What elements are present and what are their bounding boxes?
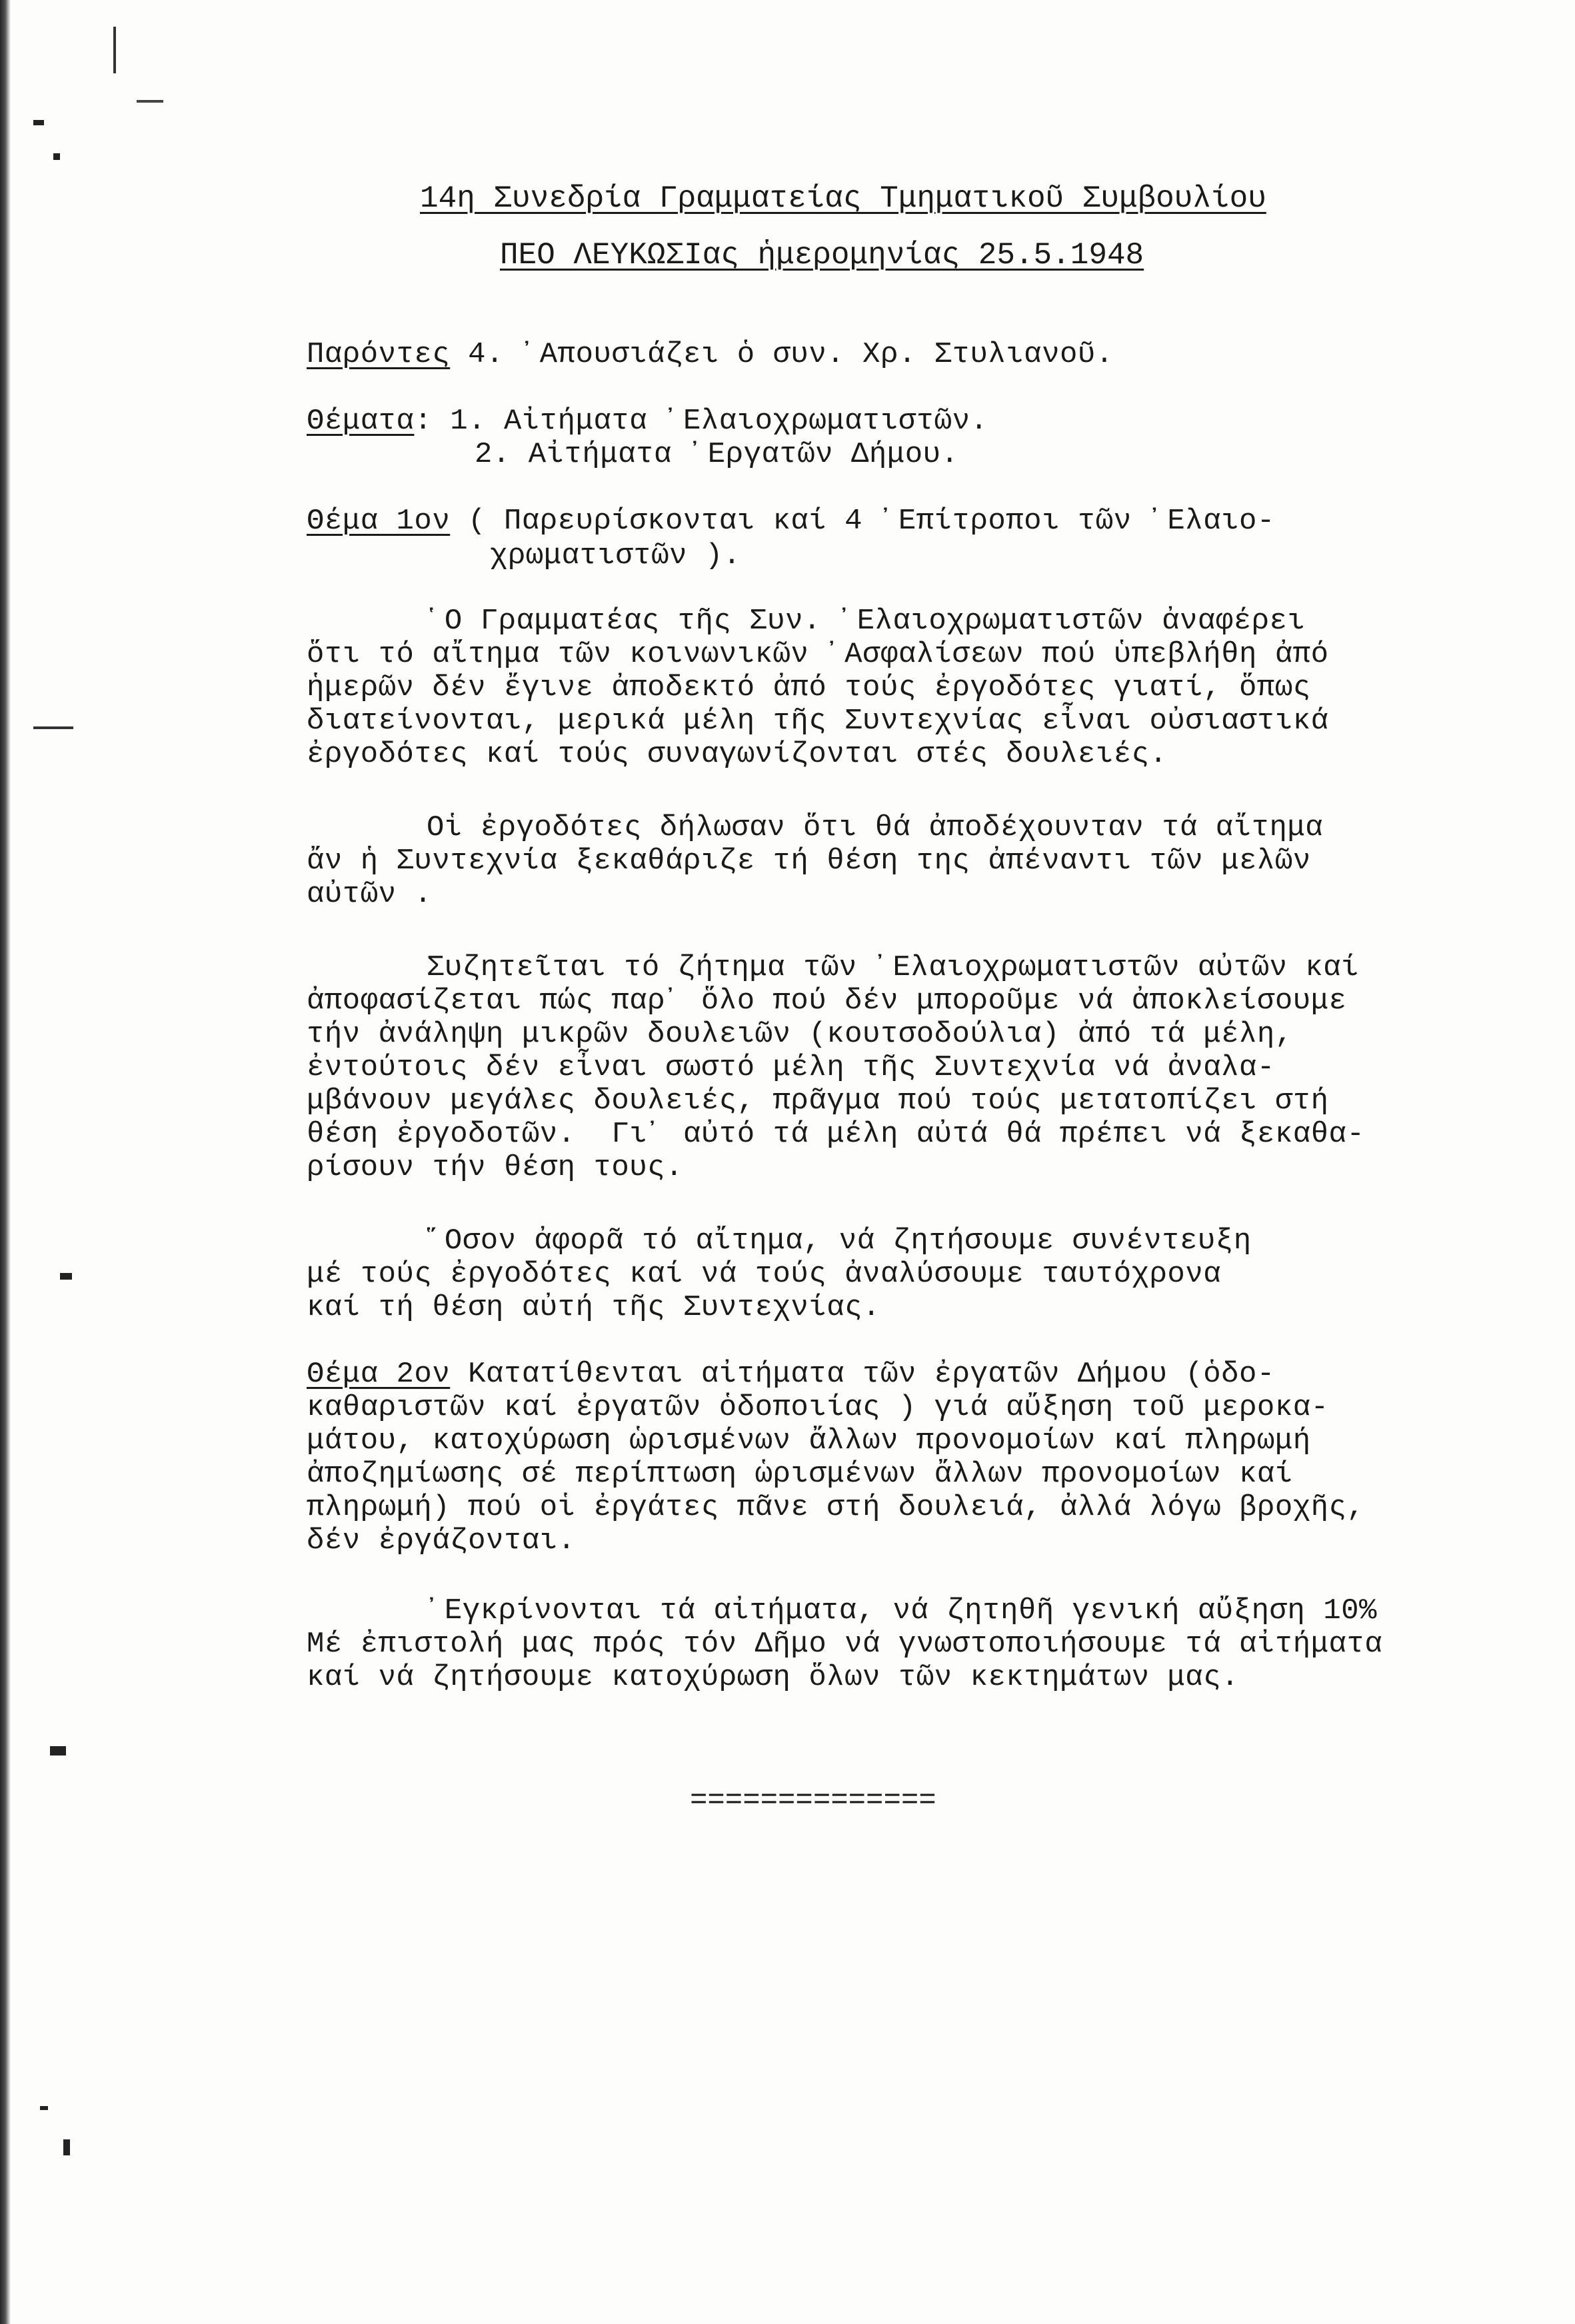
separator: ============== <box>690 1784 936 1817</box>
topic1-p3-line: ἀποφασίζεται πώς παρ᾽ ὅλο πού δέν μποροῦμε νά ἀποκλείσουμε <box>307 984 1347 1018</box>
topic1-p1-line: ῾Ο Γραμματέας τῆς Συν. ᾽Ελαιοχρωματιστῶν ἀναφέρει <box>427 604 1306 638</box>
topic2-p2-line: ᾽Εγκρίνονται τά αἰτήματα, νά ζητηθῆ γενική αὔξηση 10% <box>427 1594 1377 1628</box>
topic2-line: Κατατίθενται αἰτήματα τῶν ἐργατῶν Δήμου (ὁδο- <box>450 1358 1275 1391</box>
topic1-p1-line: διατείνονται, μερικά μέλη τῆς Συντεχνίας εἶναι οὐσιαστικά <box>307 704 1329 738</box>
topic2-line: καθαριστῶν καί ἐργατῶν ὁδοποιίας ) γιά αὔξηση τοῦ μεροκα- <box>307 1391 1329 1424</box>
topic2-p2-line: καί νά ζητήσουμε κατοχύρωση ὅλων τῶν κεκτημάτων μας. <box>307 1661 1240 1694</box>
topic1-p4-line: μέ τούς ἐργοδότες καί νά τούς ἀναλύσουμε ταυτόχρονα <box>307 1258 1222 1291</box>
topic1-p4-line: καί τή θέση αὐτή τῆς Συντεχνίας. <box>307 1291 880 1324</box>
scan-mark <box>63 2139 70 2155</box>
topic1-p3-line: Συζητεῖται τό ζήτημα τῶν ᾽Ελαιοχρωματιστῶν αὐτῶν καί <box>427 951 1360 984</box>
attendance-text: 4. ᾽Απουσιάζει ὁ συν. Χρ. Στυλιανοῦ. <box>450 338 1114 371</box>
topic1-p2-line: αὐτῶν . <box>307 878 433 911</box>
scan-mark <box>137 100 163 103</box>
topic1-label: Θέμα 1ον <box>307 505 451 538</box>
topic1-p3-line: τήν ἀνάληψη μικρῶν δουλειῶν (κουτσοδούλια) ἀπό τά μέλη, <box>307 1018 1293 1051</box>
scan-mark <box>60 1273 72 1280</box>
topics-line-1 <box>307 407 988 436</box>
topic1-p4-line: ῞Οσον ἀφορᾶ τό αἴτημα, νά ζητήσουμε συνέντευξη <box>427 1224 1252 1258</box>
topic2-label: Θέμα 2ον <box>307 1358 451 1391</box>
header-line-2: ΠΕΟ ΛΕΥΚΩΣΙας ἡμερομηνίας 25.5.1948 <box>500 238 1144 273</box>
scan-mark <box>113 27 116 73</box>
page-edge-shadow <box>0 0 11 2324</box>
topic1-p3-line: θέση ἐργοδοτῶν. Γι᾽ αὐτό τά μέλη αὐτά θά πρέπει νά ξεκαθα- <box>307 1118 1365 1151</box>
topics-label: Θέματα <box>307 405 415 438</box>
scan-mark <box>40 2106 48 2110</box>
scan-mark <box>33 726 73 729</box>
attendance-line <box>307 340 1114 369</box>
attendance-label: Παρόντες <box>307 338 451 371</box>
topic2-p2-line: Μέ ἐπιστολή μας πρός τόν Δῆμο νά γνωστοποιήσουμε τά αἰτήματα <box>307 1628 1383 1661</box>
topic1-p3-line: ρίσουν τήν θέση τους. <box>307 1151 683 1184</box>
scan-mark <box>50 1746 66 1755</box>
topics-item-2: 2. Αἰτήματα ᾽Εργατῶν Δήμου. <box>475 438 959 471</box>
header-line-1: 14η Συνεδρία Γραμματείας Τμηματικοῦ Συμβουλίου <box>420 181 1266 216</box>
topic1-heading <box>307 507 1275 536</box>
topic1-head-2: χρωματιστῶν ). <box>490 539 741 573</box>
topic2-heading <box>307 1360 1275 1389</box>
topic2-line: μάτου, κατοχύρωση ὡρισμένων ἄλλων προνομοίων καί πληρωμή <box>307 1424 1311 1458</box>
topic1-p1-line: ἐργοδότες καί τούς συναγωνίζονται στές δουλειές. <box>307 738 1168 771</box>
topic1-head-1: ( Παρευρίσκονται καί 4 ᾽Επίτροποι τῶν ᾽Ελαιο- <box>450 505 1275 538</box>
topic1-p1-line: ἡμερῶν δέν ἔγινε ἀποδεκτό ἀπό τούς ἐργοδότες γιατί, ὅπως <box>307 671 1311 704</box>
topic1-p1-line: ὅτι τό αἴτημα τῶν κοινωνικῶν ᾽Ασφαλίσεων πού ὑπεβλήθη ἀπό <box>307 638 1329 671</box>
topic1-p2-line: Οἱ ἐργοδότες δήλωσαν ὅτι θά ἀποδέχουνταν τά αἴτημα <box>427 811 1324 844</box>
topic1-p2-line: ἄν ἡ Συντεχνία ξεκαθάριζε τή θέση της ἀπέναντι τῶν μελῶν <box>307 844 1311 878</box>
scan-mark <box>33 120 44 125</box>
topic2-line: δέν ἐργάζονται. <box>307 1524 576 1558</box>
scan-mark <box>53 153 60 160</box>
topics-item-1: : 1. Αἰτήματα ᾽Ελαιοχρωματιστῶν. <box>414 405 988 438</box>
topic1-p3-line: ἐντούτοις δέν εἶναι σωστό μέλη τῆς Συντεχνία νά ἀναλα- <box>307 1051 1275 1084</box>
topic2-line: ἀποζημίωσης σέ περίπτωση ὡρισμένων ἄλλων προνομοίων καί <box>307 1458 1293 1491</box>
topic2-line: πληρωμή) πού οἱ ἐργάτες πᾶνε στή δουλειά, ἀλλά λόγω βροχῆς, <box>307 1491 1365 1524</box>
topic1-p3-line: μβάνουν μεγάλες δουλειές, πρᾶγμα πού τούς μετατοπίζει στή <box>307 1084 1329 1118</box>
